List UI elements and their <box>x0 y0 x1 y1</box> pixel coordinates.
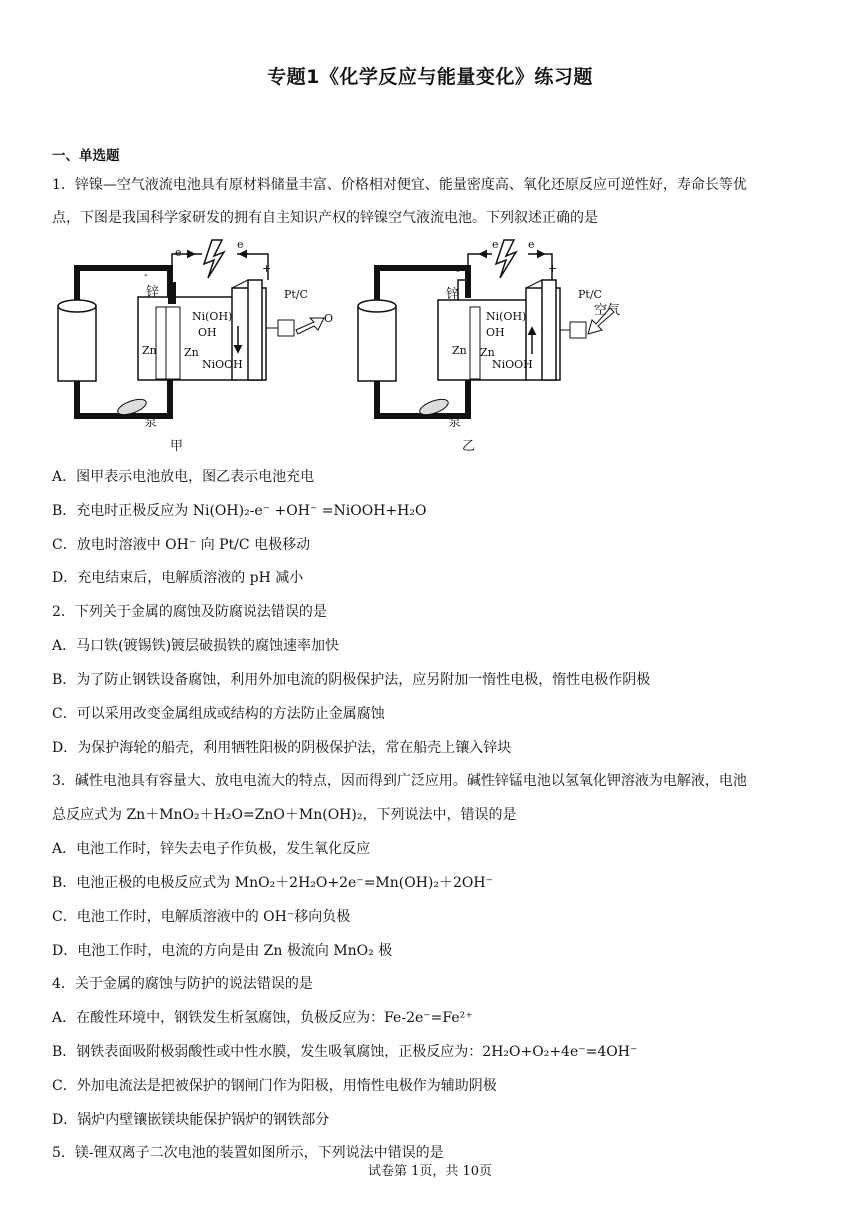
left-e1: e <box>175 246 182 259</box>
q2-stem: 2．下列关于金属的腐蚀及防腐说法错误的是 <box>52 604 327 620</box>
q4-option-b: B．钢铁表面吸附极弱酸性或中性水膜，发生吸氧腐蚀，正极反应为：2H₂O+O₂+4e⁻=4OH⁻ <box>52 1044 638 1060</box>
battery-diagram <box>52 230 652 455</box>
left-minus: - <box>144 268 148 281</box>
left-ptc: Pt/C <box>284 288 308 301</box>
right-caption: 乙 <box>462 439 476 454</box>
left-pump-label: 泵 <box>144 415 158 430</box>
left-zn: Zn <box>142 344 157 357</box>
right-zn2: Zn <box>480 346 495 359</box>
right-pump-label: 泵 <box>448 415 462 430</box>
left-oh: OH <box>198 326 217 339</box>
left-zinc: 锌 <box>146 285 160 300</box>
q3-stem-line1: 3．碱性电池具有容量大、放电电流大的特点，因而得到广泛应用。碱性锌锰电池以氢氧化钾溶液为电解液，电池 <box>52 773 747 789</box>
left-nioh2: Ni(OH) <box>192 310 233 323</box>
right-minus: - <box>456 264 460 277</box>
q4-stem: 4．关于金属的腐蚀与防护的说法错误的是 <box>52 976 313 992</box>
right-zn: Zn <box>452 344 467 357</box>
q3-option-d: D．电池工作时，电流的方向是由 Zn 极流向 MnO₂ 极 <box>52 943 393 959</box>
left-tank <box>58 306 96 381</box>
q1-stem-line2: 点，下图是我国科学家研发的拥有自主知识产权的锌镍空气液流电池。下列叙述正确的是 <box>52 210 598 226</box>
q2-option-c: C．可以采用改变金属组成或结构的方法防止金属腐蚀 <box>52 706 385 722</box>
diagram-left <box>58 240 324 418</box>
left-e2: e <box>237 238 244 251</box>
q3-option-b: B．电池正极的电极反应式为 MnO₂＋2H₂O+2e⁻=Mn(OH)₂＋2OH⁻ <box>52 875 493 891</box>
right-ptc: Pt/C <box>578 288 602 301</box>
q1-stem-line1: 1．锌镍—空气液流电池具有原材料储量丰富、价格相对便宜、能量密度高、氧化还原反应可逆性好，寿命长等优 <box>52 177 747 193</box>
q1-option-d: D．充电结束后，电解质溶液的 pH 减小 <box>52 570 304 586</box>
left-caption: 甲 <box>170 439 184 454</box>
q2-option-a: A．马口铁(镀锡铁)镀层破损铁的腐蚀速率加快 <box>52 638 340 654</box>
q2-option-d: D．为保护海轮的船壳，利用牺牲阳极的阴极保护法，常在船壳上镶入锌块 <box>52 740 512 756</box>
q4-option-d: D．锅炉内壁镶嵌镁块能保护锅炉的钢铁部分 <box>52 1112 330 1128</box>
q1-option-a: A．图甲表示电池放电，图乙表示电池充电 <box>52 469 315 485</box>
left-niooh: NiOOH <box>202 358 243 371</box>
section-heading: 一、单选题 <box>52 148 120 164</box>
q1-option-c: C．放电时溶液中 OH⁻ 向 Pt/C 电极移动 <box>52 537 311 553</box>
right-niooh: NiOOH <box>492 358 533 371</box>
q3-option-c: C．电池工作时，电解质溶液中的 OH⁻移向负极 <box>52 909 351 925</box>
q2-option-b: B．为了防止钢铁设备腐蚀，利用外加电流的阴极保护法，应另附加一惰性电极，惰性电极作阴极 <box>52 672 651 688</box>
right-oh: OH <box>486 326 505 339</box>
q4-option-c: C．外加电流法是把被保护的钢闸门作为阳极，用惰性电极作为辅助阴极 <box>52 1078 497 1094</box>
right-e1: e <box>492 238 499 251</box>
q5-stem: 5．镁-锂双离子二次电池的装置如图所示，下列说法中错误的是 <box>52 1145 444 1161</box>
right-e2: e <box>528 238 535 251</box>
left-plus: + <box>262 262 272 275</box>
q4-option-a: A．在酸性环境中，钢铁发生析氢腐蚀，负极反应为：Fe-2e⁻=Fe²⁺ <box>52 1010 473 1026</box>
left-o2: O <box>324 312 334 325</box>
left-zn2: Zn <box>184 346 199 359</box>
q3-stem-line2: 总反应式为 Zn＋MnO₂＋H₂O=ZnO＋Mn(OH)₂，下列说法中，错误的是 <box>52 807 517 823</box>
q3-option-a: A．电池工作时，锌失去电子作负极，发生氧化反应 <box>52 841 371 857</box>
q1-option-b: B．充电时正极反应为 Ni(OH)₂-e⁻ +OH⁻ =NiOOH+H₂O <box>52 503 427 519</box>
right-tank <box>358 306 396 381</box>
right-air: 空气 <box>594 303 621 318</box>
right-zinc: 锌 <box>446 287 460 302</box>
page-footer: 试卷第 1页，共 10页 <box>367 1164 493 1179</box>
right-plus: + <box>548 262 558 275</box>
right-nioh2: Ni(OH) <box>486 310 527 323</box>
page-title: 专题1《化学反应与能量变化》练习题 <box>267 66 593 88</box>
